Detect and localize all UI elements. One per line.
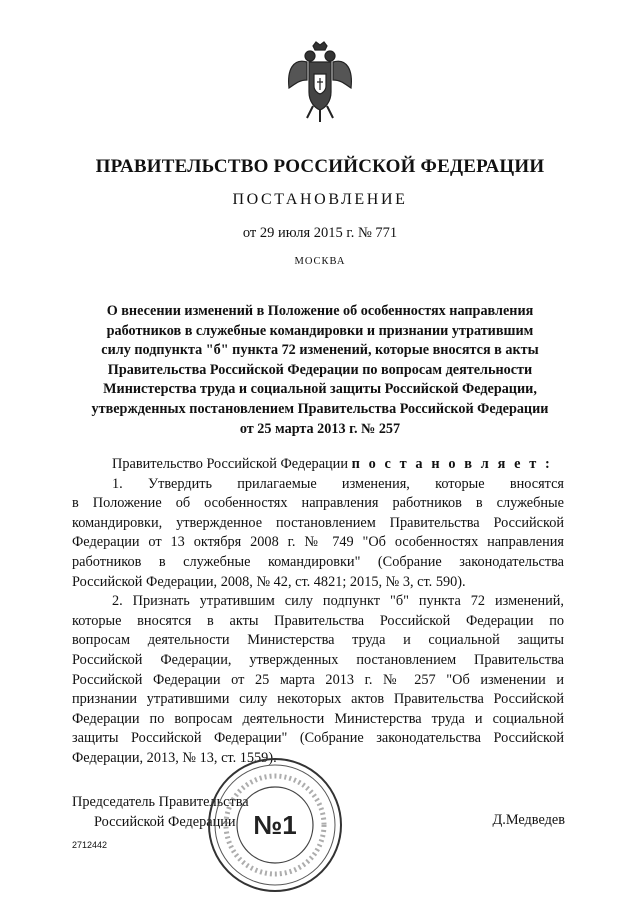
item1-line: Федерации от 13 октября 2008 г. № 749 "Об особенностях направления: [72, 534, 564, 551]
item2-line: Федерации, 2013, № 13, ст. 1559).: [72, 749, 277, 766]
resolution-body: [72, 455, 564, 769]
title-line: работников в служебные командировки и признании утратившим: [106, 322, 534, 339]
seal-number: №1: [253, 809, 297, 840]
item1-line: Российской Федерации, 2008, № 42, ст. 4821; 2015, № 3, ст. 590).: [72, 573, 466, 590]
item2-line: Российской Федерации от 25 марта 2013 г. № 257 "Об изменении и: [72, 671, 564, 688]
document-registration-number: 2712442: [72, 840, 108, 850]
title-line: О внесении изменений в Положение об особенностях направления: [106, 303, 534, 319]
title-line: силу подпункта "б" пункта 72 изменений, которые вносятся в акты: [101, 342, 539, 359]
intro-verb: п о с т а н о в л я е т :: [351, 456, 553, 472]
title-line: утвержденных постановлением Правительства Российской Федерации: [91, 400, 549, 417]
item1-line: в Положение об особенностях направления работников в служебные: [72, 495, 564, 512]
item1-line: командировки, утвержденное постановлением Правительства Российской: [72, 514, 564, 531]
official-seal: [206, 756, 344, 894]
item2-line: защиты Российской Федерации" (Собрание законодательства Российской: [72, 730, 564, 747]
title-line: Министерства труда и социальной защиты Российской Федерации,: [103, 381, 537, 398]
city: МОСКВА: [294, 256, 346, 267]
item2-line: которые вносятся в акты Правительства Российской Федерации по: [72, 612, 564, 629]
item2-line: Федерации по вопросам деятельности Министерства труда и социальной: [72, 710, 564, 727]
intro-subject: Правительство Российской Федерации: [112, 456, 348, 472]
date-and-number: от 29 июля 2015 г. № 771: [242, 225, 398, 241]
item2-line: признании утратившими силу некоторых актов Правительства Российской: [72, 691, 564, 708]
document-type: ПОСТАНОВЛЕНИЕ: [232, 191, 408, 208]
coat-of-arms-emblem: [283, 40, 357, 126]
item1-line: работников в служебные командировки" (Собрание законодательства: [72, 553, 564, 570]
item2-line: 2. Признать утратившим силу подпункт "б" пункта 72 изменений,: [112, 593, 564, 610]
item2-line: вопросам деятельности Министерства труда и социальной защиты: [72, 632, 564, 649]
intro-paragraph: [72, 455, 564, 475]
title-line: от 25 марта 2013 г. № 257: [239, 420, 401, 437]
position-line: Председатель Правительства: [72, 794, 249, 810]
resolution-title: [70, 302, 570, 439]
item2-line: Российской Федерации, утвержденных постановлением Правительства: [72, 651, 564, 668]
title-line: Правительства Российской Федерации по вопросам деятельности: [107, 361, 533, 378]
position-line: Российской Федерации: [94, 813, 236, 830]
item1-line: 1. Утвердить прилагаемые изменения, которые вносятся: [112, 475, 564, 492]
government-title: ПРАВИТЕЛЬСТВО РОССИЙСКОЙ ФЕДЕРАЦИИ: [95, 156, 545, 177]
signatory-name: Д.Медведев: [492, 812, 565, 828]
